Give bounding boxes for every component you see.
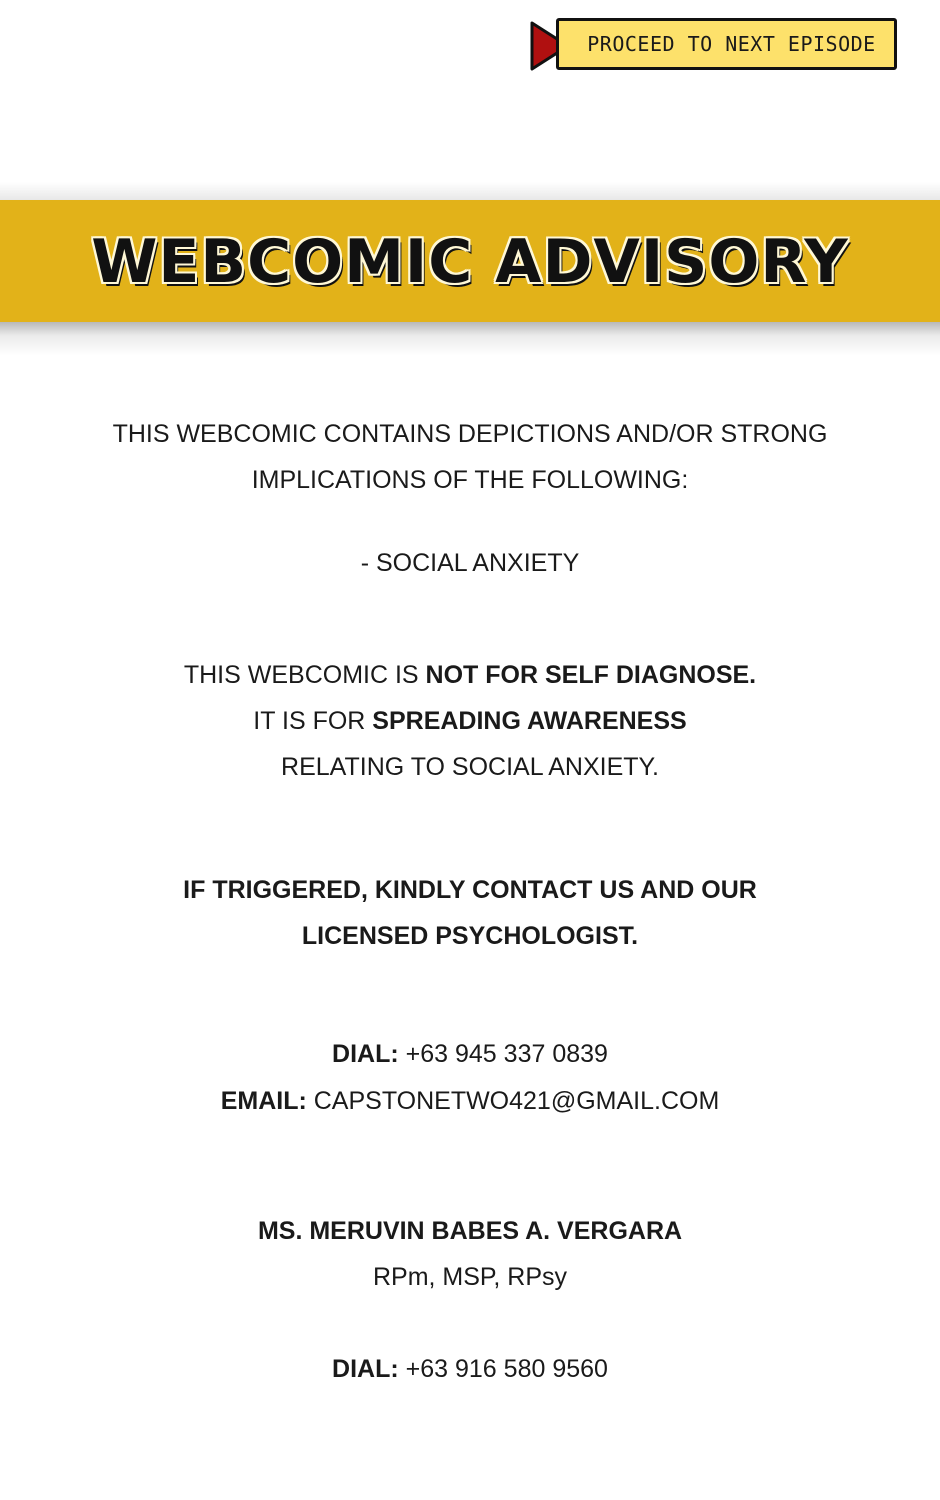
contact-email-address: CAPSTONETWO421@GMAIL.COM xyxy=(306,1087,720,1115)
contact-dial-number: +63 945 337 0839 xyxy=(398,1040,608,1068)
psychologist-dial xyxy=(0,1355,940,1384)
psychologist-dial-label: DIAL: xyxy=(332,1355,399,1383)
contact-dial xyxy=(0,1040,940,1069)
disclaimer-line-2-prefix: IT IS FOR xyxy=(253,707,373,735)
banner-bottom-shadow xyxy=(0,322,940,356)
triggered-line-1: IF TRIGGERED, KINDLY CONTACT US AND OUR xyxy=(183,876,757,904)
psychologist-dial-number: +63 916 580 9560 xyxy=(398,1355,608,1383)
advisory-item-social-anxiety: - SOCIAL ANXIETY xyxy=(360,549,580,577)
disclaimer-line-2 xyxy=(0,707,940,736)
proceed-next-episode-label: PROCEED TO NEXT EPISODE xyxy=(587,32,876,56)
disclaimer-line-3: RELATING TO SOCIAL ANXIETY. xyxy=(281,753,659,781)
disclaimer-line-1 xyxy=(0,661,940,690)
advisory-banner xyxy=(0,200,940,322)
contact-email-label: EMAIL: xyxy=(220,1087,307,1115)
proceed-next-episode[interactable] xyxy=(530,18,901,74)
triggered-line-2: LICENSED PSYCHOLOGIST. xyxy=(301,922,639,950)
disclaimer-line-1-prefix: THIS WEBCOMIC IS xyxy=(183,661,426,689)
proceed-next-episode-button[interactable] xyxy=(556,18,897,70)
psychologist-name: MS. MERUVIN BABES A. VERGARA xyxy=(257,1217,683,1245)
advisory-intro-line-2: IMPLICATIONS OF THE FOLLOWING: xyxy=(251,466,689,494)
disclaimer-line-2-bold: SPREADING AWARENESS xyxy=(372,707,687,735)
contact-email xyxy=(0,1087,940,1116)
advisory-intro-line-1: THIS WEBCOMIC CONTAINS DEPICTIONS AND/OR STRONG xyxy=(112,420,828,448)
banner-title: WEBCOMIC ADVISORY xyxy=(91,227,849,297)
psychologist-credentials: RPm, MSP, RPsy xyxy=(372,1263,568,1291)
banner-top-shadow xyxy=(0,182,940,202)
contact-dial-label: DIAL: xyxy=(332,1040,399,1068)
disclaimer-line-1-bold: NOT FOR SELF DIAGNOSE. xyxy=(425,661,757,689)
